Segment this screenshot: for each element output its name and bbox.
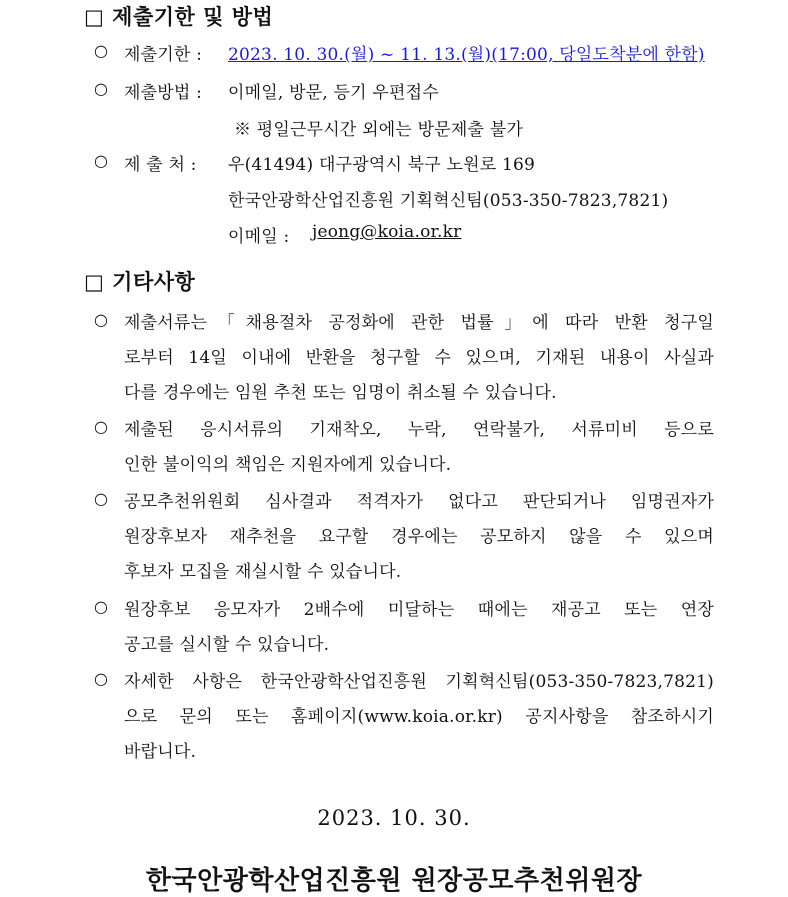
item-4-line-2: 공고를 실시할 수 있습니다.: [124, 635, 330, 655]
item-2-line-1: 제출된 응시서류의 기재착오, 누락, 연락불가, 서류미비 등으로: [124, 420, 714, 440]
deadline-label: 제출기한 :: [124, 45, 203, 65]
item-3-line-2: 원장후보자 재추천을 요구할 경우에는 공모하지 않을 수 있으며: [124, 527, 714, 547]
destination-address: 우(41494) 대구광역시 북구 노원로 169: [228, 155, 536, 175]
bullet-item-1: ○: [94, 310, 108, 329]
email-label: 이메일 :: [228, 227, 290, 247]
item-3-line-1: 공모추천위원회 심사결과 적격자가 없다고 판단되거나 임명권자가: [124, 492, 714, 512]
item-2-line-2: 인한 불이익의 책임은 지원자에게 있습니다.: [124, 455, 452, 475]
method-value: 이메일, 방문, 등기 우편접수: [228, 83, 439, 103]
destination-label: 제 출 처 :: [124, 155, 197, 175]
item-3-line-3: 후보자 모집을 재실시할 수 있습니다.: [124, 562, 402, 582]
section-title-submission: □ 제출기한 및 방법: [84, 5, 274, 29]
item-1-line-2: 로부터 14일 이내에 반환을 청구할 수 있으며, 기재된 내용이 사실과: [124, 348, 714, 368]
deadline-value: 2023. 10. 30.(월) ~ 11. 13.(월)(17:00, 당일도착분에 한함): [228, 45, 705, 65]
method-note: ※ 평일근무시간 외에는 방문제출 불가: [234, 120, 523, 140]
bullet-deadline: ○: [94, 41, 108, 60]
item-5-line-2: 으로 문의 또는 홈페이지(www.koia.or.kr) 공지사항을 참조하시기: [124, 707, 714, 727]
bullet-item-4: ○: [94, 597, 108, 616]
item-4-line-1: 원장후보 응모자가 2배수에 미달하는 때에는 재공고 또는 연장: [124, 600, 714, 620]
item-5-line-3: 바랍니다.: [124, 742, 197, 762]
bullet-item-5: ○: [94, 669, 108, 688]
method-label: 제출방법 :: [124, 83, 203, 103]
bullet-item-2: ○: [94, 417, 108, 436]
email-value[interactable]: jeong@koia.or.kr: [312, 222, 462, 242]
document-date: 2023. 10. 30.: [317, 806, 471, 830]
item-1-line-1: 제출서류는「채용절차 공정화에 관한 법률」에 따라 반환 청구일: [124, 313, 714, 333]
section-title-other: □ 기타사항: [84, 270, 196, 294]
item-1-line-3: 다를 경우에는 임원 추천 또는 임명이 취소될 수 있습니다.: [124, 383, 557, 403]
item-5-line-1: 자세한 사항은 한국안광학산업진흥원 기획혁신팀(053-350-7823,7821): [124, 672, 714, 692]
issuer-title: 한국안광학산업진흥원 원장공모추천위원장: [145, 866, 643, 896]
bullet-method: ○: [94, 79, 108, 98]
destination-org: 한국안광학산업진흥원 기획혁신팀(053-350-7823,7821): [228, 191, 669, 211]
bullet-destination: ○: [94, 151, 108, 170]
bullet-item-3: ○: [94, 489, 108, 508]
